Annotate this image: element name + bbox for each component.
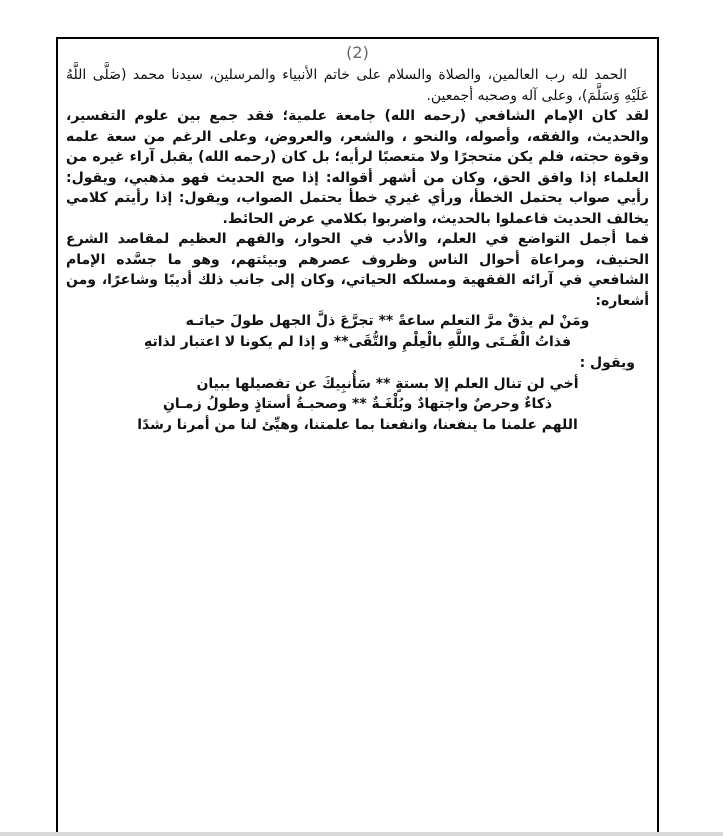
page-number: (2): [346, 43, 369, 62]
document-page: [56, 37, 659, 836]
poem1-line2: فذاتُ الْفَـتَى واللَّهِ بالْعِلْمِ والتُّقَى** و إذا لم يكونا لا اعتبار لذاتهِ: [143, 333, 572, 350]
poem2-line2: ذكاءٌ وحرصٌ واجتهادٌ وبُلْغَـةٌ ** وصحبـةُ أستاذٍ وطولُ زمـانِ: [162, 396, 553, 412]
window-bottom-bar: [0, 832, 723, 836]
poem1-line1: ومَنْ لم يذقْ مرَّ التعلم ساعةً ** تجرَّعَ ذلَّ الجهل طولَ حياتـه: [185, 313, 590, 329]
body-paragraph-1: لقد كان الإمام الشافعي (رحمه الله) جامعة علمية؛ فقد جمع بين علوم التفسير، والحديث، والفقه، وأصوله، والنحو ، والشعر، والعروض، وعلى الرغم من سعة علمه وقوة حجته، فلم يكن متحجرًا ولا متعصبًا لرأيه؛ بل كان (رحمه الله) يقبل آراء غيره من العلماء إذا وافق الحق، وكان من أشهر أقواله: إذا صح الحديث فهو مذهبي، ويقول: رأيي صواب يحتمل الخطأ، ورأي غيري خطأ يحتمل الصواب، ويقول: إذا رأيتم كلامي يخالف الحديث فاعملوا بالحديث، واضربوا بكلامي عرض الحائط.: [66, 108, 649, 227]
page-content: [66, 65, 649, 435]
body-paragraph-2: فما أجمل التواضع في العلم، والأدب في الحوار، والفهم العظيم لمقاصد الشرع الحنيف، ومراعاة أحوال الناس وظروف عصرهم وبيئتهم، وهو ما جسَّده الإمام الشافعي في آرائه الفقهية ومسلكه الحياتي، وكان إلى جانب ذلك أديبًا وشاعرًا، ومن أشعاره:: [66, 231, 649, 309]
says-label: ويقول :: [579, 355, 635, 371]
poem2-line1: أخي لن تنال العلم إلا بستةٍ ** سَأُنبِيكَ عن تفصيلها ببيان: [196, 375, 579, 392]
closing-prayer: اللهم علمنا ما ينفعنا، وانفعنا بما علمتنا، وهيِّئ لنا من أمرنا رشدًا: [137, 416, 578, 433]
intro-paragraph: الحمد لله رب العالمين، والصلاة والسلام على خاتم الأنبياء والمرسلين، سيدنا محمد (صَلَّى اللَّهُ عَلَيْهِ وَسَلَّمَ)، وعلى آله وصحبه أجمعين.: [66, 67, 649, 104]
